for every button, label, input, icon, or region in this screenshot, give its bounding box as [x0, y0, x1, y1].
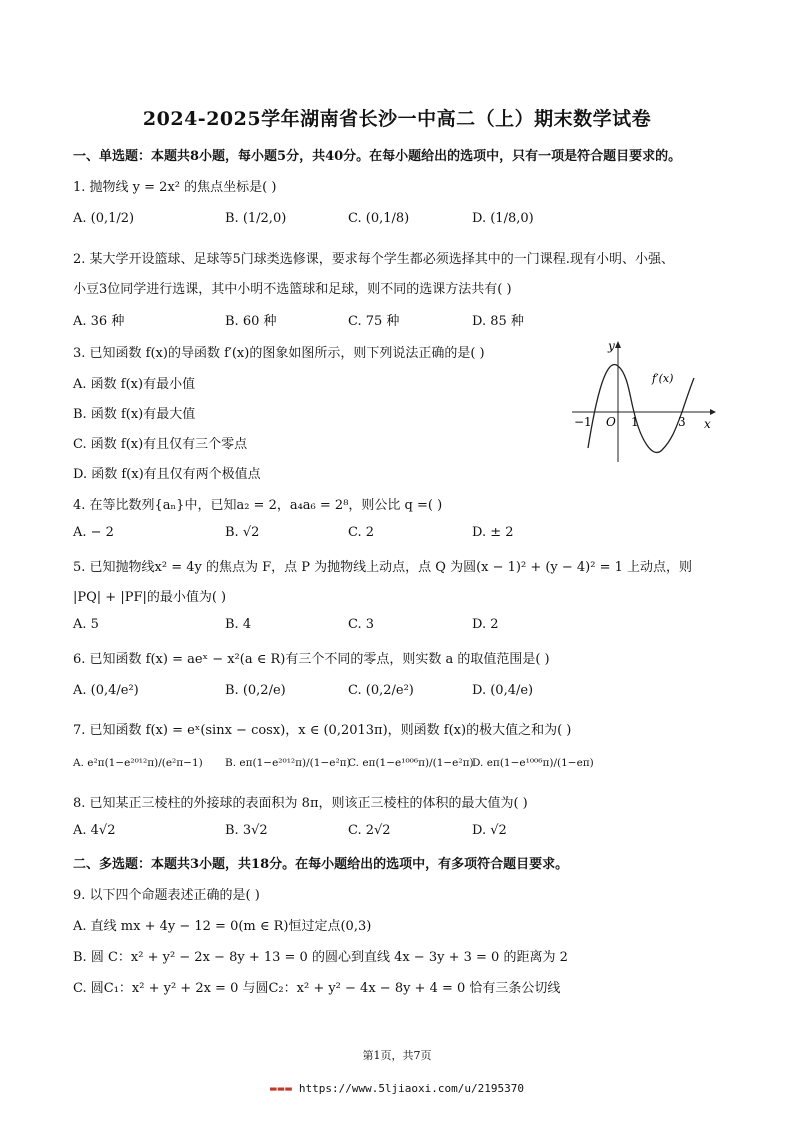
q8-option-d: D. √2: [472, 823, 507, 838]
q8-option-a: A. 4√2: [73, 823, 116, 838]
q6-option-c: C. (0,2/e²): [348, 683, 414, 698]
graph-neg1-label: −1: [574, 415, 592, 429]
section-multi-choice: 二、多选题：本题共3小题，共18分。在每小题给出的选项中，有多项符合题目要求。: [73, 857, 569, 872]
q2-option-a: A. 36 种: [73, 314, 125, 329]
q3-stem: 3. 已知函数 f(x)的导函数 f′(x)的图象如图所示，则下列说法正确的是( ): [73, 346, 485, 361]
q4-option-b: B. √2: [225, 525, 260, 540]
q4-option-c: C. 2: [348, 525, 375, 540]
graph-y-arrow: [615, 341, 621, 348]
q2-option-c: C. 75 种: [348, 314, 400, 329]
q3-option-a: A. 函数 f(x)有最小值: [73, 377, 196, 392]
q6-option-a: A. (0,4/e²): [73, 683, 139, 698]
graph-x-arrow: [710, 409, 716, 415]
q2-option-d: D. 85 种: [472, 314, 524, 329]
q7-stem: 7. 已知函数 f(x) = eˣ(sinx − cosx)，x ∈ (0,2013π)，则函数 f(x)的极大值之和为( ): [73, 723, 572, 738]
q5-option-c: C. 3: [348, 617, 375, 632]
q9-stem: 9. 以下四个命题表述正确的是( ): [73, 888, 260, 903]
q5-option-b: B. 4: [225, 617, 252, 632]
q8-option-c: C. 2√2: [348, 823, 391, 838]
q5-option-a: A. 5: [73, 617, 99, 632]
q4-option-d: D. ± 2: [472, 525, 514, 540]
watermark-prefix: ▬▬▬: [269, 1082, 293, 1095]
q5-stem-line1: 5. 已知抛物线x² = 4y 的焦点为 F，点 P 为抛物线上动点，点 Q 为圆(x − 1)² + (y − 4)² = 1 上动点，则: [73, 560, 693, 575]
page-title: 2024-2025学年湖南省长沙一中高二（上）期末数学试卷: [142, 108, 652, 130]
q1-option-b: B. (1/2,0): [225, 211, 287, 226]
q3-option-d: D. 函数 f(x)有且仅有两个极值点: [73, 467, 261, 482]
q8-option-b: B. 3√2: [225, 823, 268, 838]
q2-stem-line1: 2. 某大学开设篮球、足球等5门球类选修课，要求每个学生都必须选择其中的一门课程.现有小明、小强、: [73, 252, 674, 267]
q1-option-a: A. (0,1/2): [73, 211, 135, 226]
graph-one-label: 1: [631, 415, 639, 429]
q7-option-c: C. eπ(1−e¹⁰⁰⁶π)/(1−e²π): [348, 757, 474, 769]
page-footer: 第1页，共7页: [362, 1049, 432, 1062]
q6-option-b: B. (0,2/e): [225, 683, 286, 698]
q9-option-c: C. 圆C₁：x² + y² + 2x = 0 与圆C₂：x² + y² − 4x − 8y + 4 = 0 恰有三条公切线: [73, 981, 561, 996]
q7-option-d: D. eπ(1−e¹⁰⁰⁶π)/(1−eπ): [472, 757, 594, 769]
q1-option-c: C. (0,1/8): [348, 211, 410, 226]
q8-stem: 8. 已知某正三棱柱的外接球的表面积为 8π，则该正三棱柱的体积的最大值为( ): [73, 796, 528, 811]
q9-option-b: B. 圆 C：x² + y² − 2x − 8y + 13 = 0 的圆心到直线 4x − 3y + 3 = 0 的距离为 2: [73, 950, 568, 965]
graph-origin-label: O: [606, 415, 616, 429]
q9-option-a: A. 直线 mx + 4y − 12 = 0(m ∈ R)恒过定点(0,3): [73, 919, 372, 934]
q5-stem-line2: |PQ| + |PF|的最小值为( ): [73, 590, 227, 605]
q7-option-b: B. eπ(1−e²⁰¹²π)/(1−e²π): [225, 757, 351, 769]
q3-option-c: C. 函数 f(x)有且仅有三个零点: [73, 437, 248, 452]
section-single-choice: 一、单选题：本题共8小题，每小题5分，共40分。在每小题给出的选项中，只有一项是符合题目要求的。: [73, 149, 682, 164]
q5-option-d: D. 2: [472, 617, 499, 632]
graph-x-label: x: [704, 417, 711, 431]
q3-derivative-graph: [570, 338, 718, 464]
watermark: [0, 1082, 794, 1095]
q2-option-b: B. 60 种: [225, 314, 277, 329]
graph-y-label: y: [608, 339, 615, 353]
q6-option-d: D. (0,4/e): [472, 683, 534, 698]
derivative-curve: [588, 365, 694, 453]
q4-option-a: A. − 2: [73, 525, 114, 540]
q3-option-b: B. 函数 f(x)有最大值: [73, 407, 196, 422]
graph-three-label: 3: [678, 415, 686, 429]
graph-curve-label: f′(x): [652, 372, 674, 385]
q1-stem: 1. 抛物线 y = 2x² 的焦点坐标是( ): [73, 180, 277, 195]
q1-option-d: D. (1/8,0): [472, 211, 534, 226]
q4-stem: 4. 在等比数列{aₙ}中，已知a₂ = 2，a₄a₆ = 2⁸，则公比 q =( ): [73, 498, 443, 513]
watermark-url[interactable]: https://www.5ljiaoxi.com/u/2195370: [298, 1082, 525, 1095]
q7-option-a: A. e²π(1−e²⁰¹²π)/(e²π−1): [73, 757, 203, 769]
q2-stem-line2: 小豆3位同学进行选课，其中小明不选篮球和足球，则不同的选课方法共有( ): [73, 282, 512, 297]
q6-stem: 6. 已知函数 f(x) = aeˣ − x²(a ∈ R)有三个不同的零点，则实数 a 的取值范围是( ): [73, 652, 550, 667]
